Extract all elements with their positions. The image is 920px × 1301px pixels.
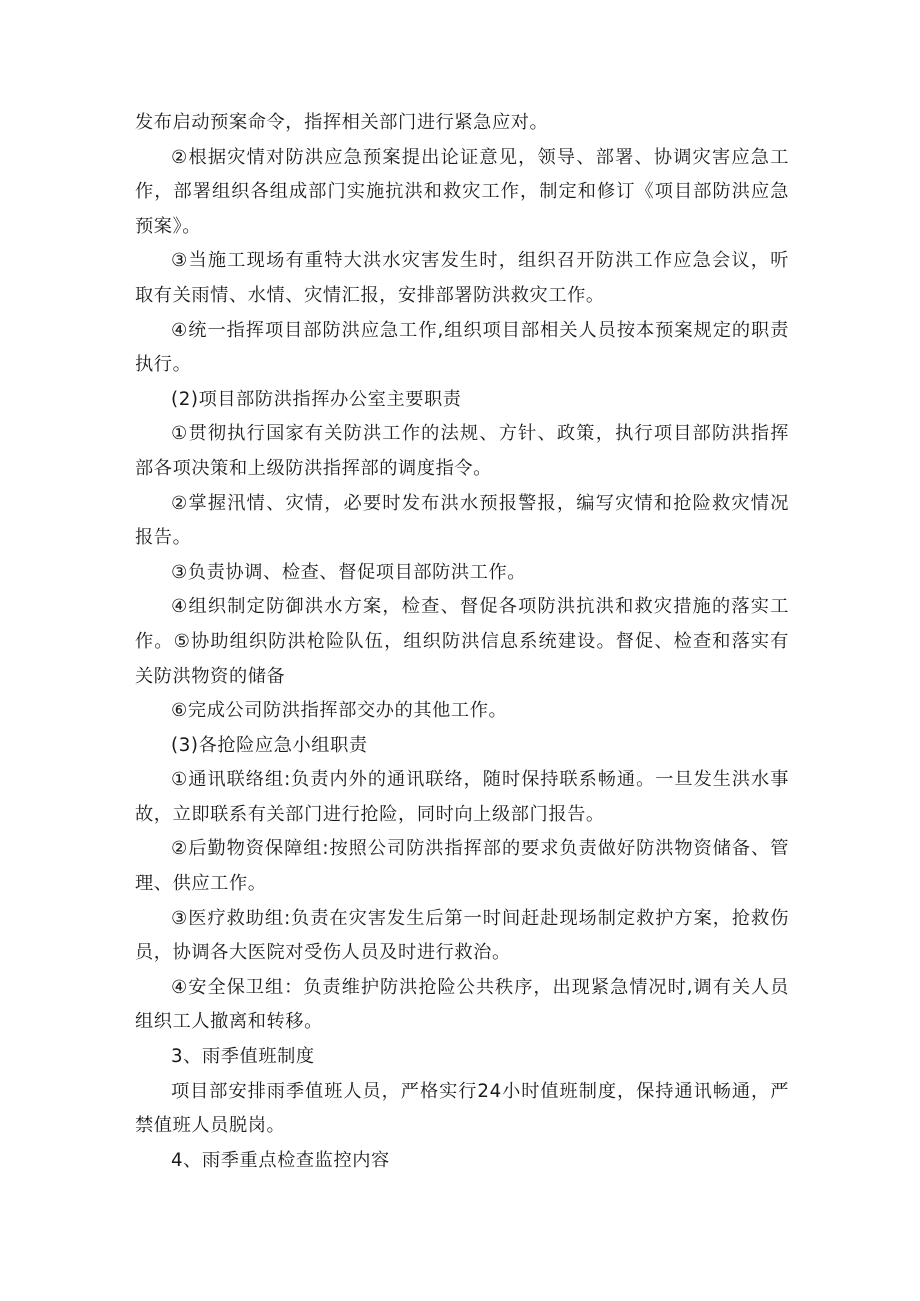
- section-heading: 4、雨季重点检查监控内容: [171, 1149, 390, 1171]
- section-heading: (3)各抢险应急小组职责: [171, 734, 368, 756]
- paragraph-item: ②后勤物资保障组:按照公司防洪指挥部的要求负责做好防洪物资储备、管理、供应工作。: [135, 838, 789, 895]
- section-heading: (2)项目部防洪指挥办公室主要职责: [171, 388, 462, 410]
- paragraph-item: ④组织制定防御洪水方案，检查、督促各项防洪抗洪和救灾措施的落实工作。⑤协助组织防洪枪险队伍，组织防洪信息系统建设。督促、检查和落实有关防洪物资的储备: [135, 596, 789, 687]
- paragraph-item: ②根据灾情对防洪应急预案提出论证意见，领导、部署、协调灾害应急工作，部署组织各组成部门实施抗洪和救灾工作，制定和修订《项目部防洪应急预案》。: [135, 146, 789, 237]
- paragraph-continuation: 发布启动预案命令，指挥相关部门进行紧急应对。: [135, 112, 549, 133]
- section-heading: 3、雨季值班制度: [171, 1046, 315, 1068]
- paragraph-item: ②掌握汛情、灾情，必要时发布洪水预报警报，编写灾情和抢险救灾情况报告。: [135, 492, 789, 549]
- paragraph-item: ④统一指挥项目部防洪应急工作,组织项目部相关人员按本预案规定的职责执行。: [135, 319, 789, 376]
- paragraph-item: ③当施工现场有重特大洪水灾害发生时，组织召开防洪工作应急会议，听取有关雨情、水情、灾情汇报，安排部署防洪救灾工作。: [135, 250, 789, 306]
- paragraph-item: ④安全保卫组：负责维护防洪抢险公共秩序，出现紧急情况时,调有关人员组织工人撤离和转移。: [135, 976, 789, 1033]
- paragraph-item: ⑥完成公司防洪指挥部交办的其他工作。: [171, 700, 508, 722]
- paragraph-item: ①贯彻执行国家有关防洪工作的法规、方针、政策，执行项目部防洪指挥部各项决策和上级防洪指挥部的调度指令。: [135, 423, 789, 479]
- paragraph-item: 项目部安排雨季值班人员，严格实行24小时值班制度，保持通讯畅通，严禁值班人员脱岗。: [135, 1080, 789, 1137]
- document-body: [135, 106, 789, 1178]
- paragraph-item: ①通讯联络组:负责内外的通讯联络，随时保持联系畅通。一旦发生洪水事故，立即联系有关部门进行抢险，同时向上级部门报告。: [135, 769, 789, 825]
- paragraph-item: ③负责协调、检查、督促项目部防洪工作。: [171, 561, 527, 583]
- paragraph-item: ③医疗救助组:负责在灾害发生后第一时间赶赴现场制定救护方案，抢救伤员，协调各大医院对受伤人员及时进行救治。: [135, 907, 789, 964]
